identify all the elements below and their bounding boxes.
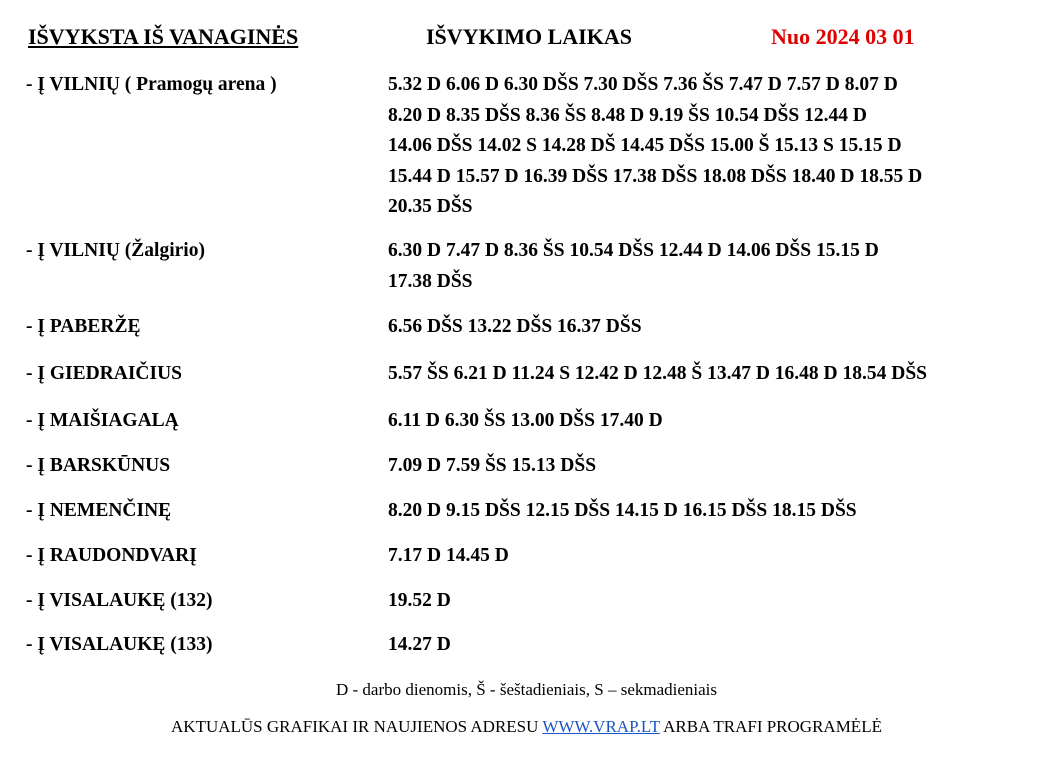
route-name: - Į VILNIŲ (Žalgirio) xyxy=(26,240,205,261)
route-times: 6.11 D 6.30 ŠS 13.00 DŠS 17.40 D xyxy=(388,410,663,431)
route-times: 5.57 ŠS 6.21 D 11.24 S 12.42 D 12.48 Š 13.47 D 16.48 D 18.54 DŠS xyxy=(388,363,928,384)
route-row xyxy=(0,586,1053,617)
route-row xyxy=(0,451,1053,482)
route-row xyxy=(0,541,1053,572)
route-row xyxy=(0,406,1053,437)
route-times: 7.17 D 14.45 D xyxy=(388,545,509,566)
route-times: 19.52 D xyxy=(388,590,451,611)
departure-title: IŠVYKSTA IŠ VANAGINĖS xyxy=(28,24,299,49)
departure-time-title: IŠVYKIMO LAIKAS xyxy=(426,24,632,49)
route-name: - Į NEMENČINĘ xyxy=(26,500,172,521)
route-name: - Į VISALAUKĘ (133) xyxy=(26,634,213,655)
route-row xyxy=(0,70,1053,223)
valid-from-date: Nuo 2024 03 01 xyxy=(771,24,915,49)
route-name: - Į BARSKŪNUS xyxy=(26,455,171,476)
route-name: - Į VILNIŲ ( Pramogų arena ) xyxy=(26,74,277,95)
route-times: 14.27 D xyxy=(388,634,451,655)
footer-note xyxy=(0,714,1053,740)
footer-text-after: ARBA TRAFI PROGRAMĖLĖ xyxy=(659,717,882,736)
route-row xyxy=(0,496,1053,527)
route-times: 5.32 D 6.06 D 6.30 DŠS 7.30 DŠS 7.36 ŠS 7.47 D 7.57 D 8.07 D 8.20 D 8.35 DŠS 8.36 ŠS 8.48 D 9.19 ŠS 10.54 DŠS 12.44 D 14.06 DŠS 14.02 S 14.28 DŠ 14.45 DŠS 15.00 Š 15.13 S 15.15 D 15.44 D 15.57 D 16.39 DŠS 17.38 DŠS 18.08 DŠS 18.40 D 18.55 D 20.35 DŠS xyxy=(388,74,923,218)
route-times: 6.30 D 7.47 D 8.36 ŠS 10.54 DŠS 12.44 D 14.06 DŠS 15.15 D 17.38 DŠS xyxy=(388,240,879,292)
route-times: 7.09 D 7.59 ŠS 15.13 DŠS xyxy=(388,455,597,476)
route-name: - Į GIEDRAIČIUS xyxy=(26,363,183,384)
route-row xyxy=(0,236,1053,297)
route-times: 8.20 D 9.15 DŠS 12.15 DŠS 14.15 D 16.15 DŠS 18.15 DŠS xyxy=(388,500,857,521)
route-row xyxy=(0,359,1053,390)
route-row xyxy=(0,630,1053,661)
footer-text-before: AKTUALŪS GRAFIKAI IR NAUJIENOS ADRESU xyxy=(171,717,543,736)
route-name: - Į MAIŠIAGALĄ xyxy=(26,410,179,431)
route-row xyxy=(0,312,1053,343)
route-times: 6.56 DŠS 13.22 DŠS 16.37 DŠS xyxy=(388,316,642,337)
website-link[interactable]: WWW.VRAP.LT xyxy=(542,717,660,736)
route-name: - Į PABERŽĘ xyxy=(26,316,141,337)
legend-note: D - darbo dienomis, Š - šeštadieniais, S – sekmadieniais xyxy=(335,680,718,699)
route-name: - Į VISALAUKĘ (132) xyxy=(26,590,213,611)
route-name: - Į RAUDONDVARĮ xyxy=(26,545,197,566)
